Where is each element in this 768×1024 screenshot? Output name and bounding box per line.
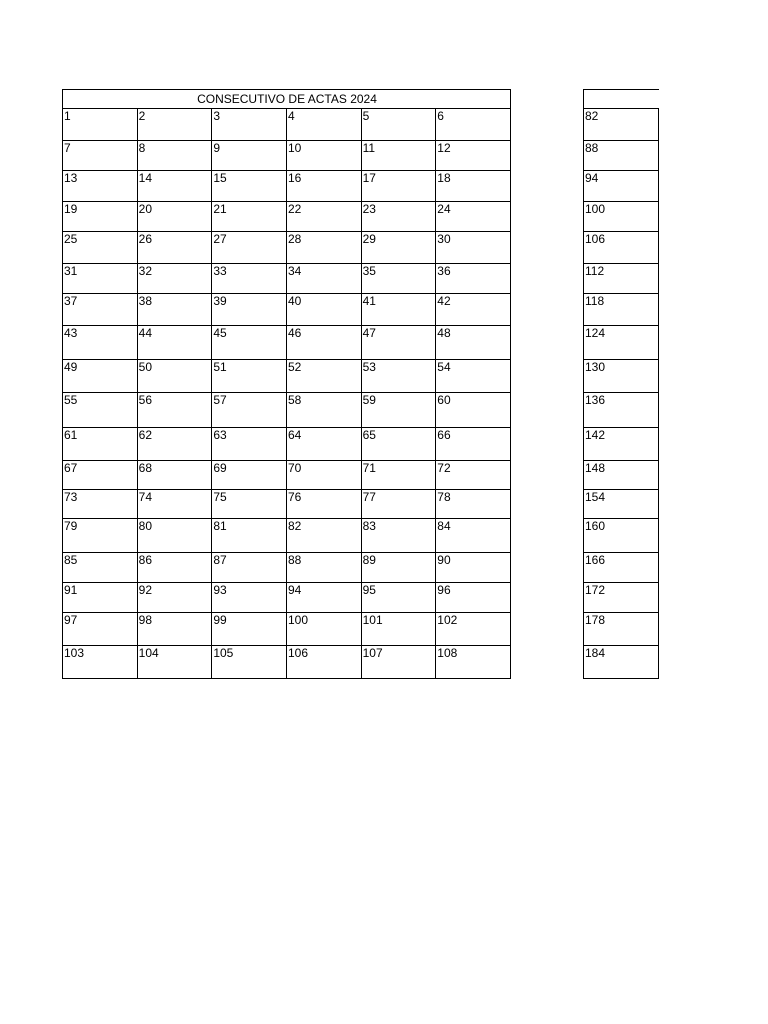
table-cell: 34 (286, 264, 361, 294)
table-row (63, 428, 511, 461)
table-cell: 97 (63, 613, 138, 646)
table-cell: 14 (137, 171, 212, 202)
table-cell: 38 (137, 294, 212, 326)
table-cell: 29 (361, 232, 436, 264)
table-cell: 19 (63, 202, 138, 232)
table-cell: 90 (436, 553, 511, 583)
table-cell: 63 (212, 428, 287, 461)
table-cell: 66 (436, 428, 511, 461)
table-cell: 1 (63, 109, 138, 141)
table-cell: 166 (584, 553, 659, 583)
table-cell: 64 (286, 428, 361, 461)
table-cell: 44 (137, 326, 212, 360)
table-cell: 26 (137, 232, 212, 264)
table-cell: 17 (361, 171, 436, 202)
table-cell: 87 (212, 553, 287, 583)
table-cell: 154 (584, 490, 659, 519)
actas-table (62, 89, 511, 679)
table-row (63, 202, 511, 232)
table-cell: 56 (137, 393, 212, 428)
table-row (63, 519, 511, 553)
table-cell: 95 (361, 583, 436, 613)
table-cell: 58 (286, 393, 361, 428)
table-cell: 30 (436, 232, 511, 264)
table-row (584, 490, 659, 519)
table-cell: 50 (137, 360, 212, 393)
table-cell: 130 (584, 360, 659, 393)
table-cell: 105 (212, 646, 287, 679)
table-cell: 7 (63, 141, 138, 171)
table-cell: 60 (436, 393, 511, 428)
table-cell: 172 (584, 583, 659, 613)
table-cell: 71 (361, 461, 436, 490)
table-cell: 54 (436, 360, 511, 393)
table-cell: 100 (286, 613, 361, 646)
table-cell: 92 (137, 583, 212, 613)
table-cell: 148 (584, 461, 659, 490)
table-row (584, 326, 659, 360)
table-cell: 99 (212, 613, 287, 646)
table-cell: 84 (436, 519, 511, 553)
table-cell: 61 (63, 428, 138, 461)
table-row (63, 553, 511, 583)
table-cell: 33 (212, 264, 287, 294)
table-row (584, 553, 659, 583)
table-cell: 62 (137, 428, 212, 461)
table-cell: 59 (361, 393, 436, 428)
table-cell: 142 (584, 428, 659, 461)
table-cell: 42 (436, 294, 511, 326)
table-cell: 85 (63, 553, 138, 583)
table-row (63, 646, 511, 679)
table-cell: 43 (63, 326, 138, 360)
table-row (584, 646, 659, 679)
table-cell: 57 (212, 393, 287, 428)
table-cell: 77 (361, 490, 436, 519)
table-cell: 98 (137, 613, 212, 646)
table-row (584, 428, 659, 461)
table-cell: 184 (584, 646, 659, 679)
table-row (584, 461, 659, 490)
table-cell: 23 (361, 202, 436, 232)
table-cell: 67 (63, 461, 138, 490)
table-cell: 80 (137, 519, 212, 553)
table-cell: 16 (286, 171, 361, 202)
table-row (584, 360, 659, 393)
table-cell: 93 (212, 583, 287, 613)
table-cell: 96 (436, 583, 511, 613)
table-cell: 70 (286, 461, 361, 490)
table-row (584, 393, 659, 428)
table-cell: 75 (212, 490, 287, 519)
table-cell: 45 (212, 326, 287, 360)
table-title-continued (584, 90, 659, 109)
table-cell: 102 (436, 613, 511, 646)
table-row (63, 360, 511, 393)
table-row (63, 232, 511, 264)
table-cell: 22 (286, 202, 361, 232)
table-cell: 41 (361, 294, 436, 326)
table-cell: 32 (137, 264, 212, 294)
table-cell: 91 (63, 583, 138, 613)
table-cell: 47 (361, 326, 436, 360)
table-cell: 13 (63, 171, 138, 202)
table-cell: 100 (584, 202, 659, 232)
table-body-continued (584, 109, 659, 679)
table-row (584, 264, 659, 294)
table-cell: 124 (584, 326, 659, 360)
table-row (584, 141, 659, 171)
table-cell: 36 (436, 264, 511, 294)
table-cell: 73 (63, 490, 138, 519)
table-cell: 86 (137, 553, 212, 583)
table-cell: 24 (436, 202, 511, 232)
table-cell: 78 (436, 490, 511, 519)
table-row (584, 202, 659, 232)
table-cell: 21 (212, 202, 287, 232)
table-row (584, 519, 659, 553)
table-cell: 25 (63, 232, 138, 264)
table-cell: 88 (584, 141, 659, 171)
table-cell: 94 (286, 583, 361, 613)
table-row (584, 613, 659, 646)
table-cell: 20 (137, 202, 212, 232)
table-cell: 2 (137, 109, 212, 141)
table-cell: 106 (286, 646, 361, 679)
table-cell: 76 (286, 490, 361, 519)
table-body (63, 109, 511, 679)
table-cell: 28 (286, 232, 361, 264)
table-row (63, 583, 511, 613)
table-cell: 46 (286, 326, 361, 360)
table-cell: 118 (584, 294, 659, 326)
table-row (63, 294, 511, 326)
table-cell: 4 (286, 109, 361, 141)
table-row (63, 264, 511, 294)
table-row (584, 294, 659, 326)
table-cell: 108 (436, 646, 511, 679)
table-cell: 53 (361, 360, 436, 393)
table-row (63, 490, 511, 519)
table-row (63, 326, 511, 360)
table-row (63, 171, 511, 202)
table-cell: 82 (286, 519, 361, 553)
table-row (63, 613, 511, 646)
table-cell: 83 (361, 519, 436, 553)
table-cell: 37 (63, 294, 138, 326)
table-cell: 39 (212, 294, 287, 326)
table-cell: 178 (584, 613, 659, 646)
table-cell: 5 (361, 109, 436, 141)
table-row (584, 232, 659, 264)
table-cell: 68 (137, 461, 212, 490)
table-cell: 69 (212, 461, 287, 490)
table-row (63, 141, 511, 171)
table-row (584, 171, 659, 202)
table-cell: 89 (361, 553, 436, 583)
table-cell: 94 (584, 171, 659, 202)
table-cell: 79 (63, 519, 138, 553)
table-cell: 49 (63, 360, 138, 393)
table-cell: 106 (584, 232, 659, 264)
actas-table-continued (583, 89, 659, 679)
table-cell: 107 (361, 646, 436, 679)
table-cell: 65 (361, 428, 436, 461)
table-cell: 9 (212, 141, 287, 171)
table-cell: 15 (212, 171, 287, 202)
table-cell: 101 (361, 613, 436, 646)
table-cell: 104 (137, 646, 212, 679)
table-cell: 55 (63, 393, 138, 428)
table-cell: 31 (63, 264, 138, 294)
table-cell: 52 (286, 360, 361, 393)
table-cell: 6 (436, 109, 511, 141)
table-cell: 27 (212, 232, 287, 264)
table-cell: 35 (361, 264, 436, 294)
table-cell: 3 (212, 109, 287, 141)
table-row (63, 393, 511, 428)
table-cell: 72 (436, 461, 511, 490)
table-row (584, 109, 659, 141)
table-row (63, 109, 511, 141)
table-cell: 103 (63, 646, 138, 679)
table-title: CONSECUTIVO DE ACTAS 2024 (63, 90, 511, 109)
table-cell: 74 (137, 490, 212, 519)
table-cell: 40 (286, 294, 361, 326)
table-cell: 11 (361, 141, 436, 171)
table-cell: 82 (584, 109, 659, 141)
table-cell: 112 (584, 264, 659, 294)
table-cell: 8 (137, 141, 212, 171)
table-cell: 160 (584, 519, 659, 553)
table-row (63, 461, 511, 490)
table-cell: 81 (212, 519, 287, 553)
table-row (584, 583, 659, 613)
table-cell: 18 (436, 171, 511, 202)
table-cell: 136 (584, 393, 659, 428)
table-cell: 88 (286, 553, 361, 583)
table-cell: 48 (436, 326, 511, 360)
table-cell: 12 (436, 141, 511, 171)
table-cell: 10 (286, 141, 361, 171)
table-cell: 51 (212, 360, 287, 393)
